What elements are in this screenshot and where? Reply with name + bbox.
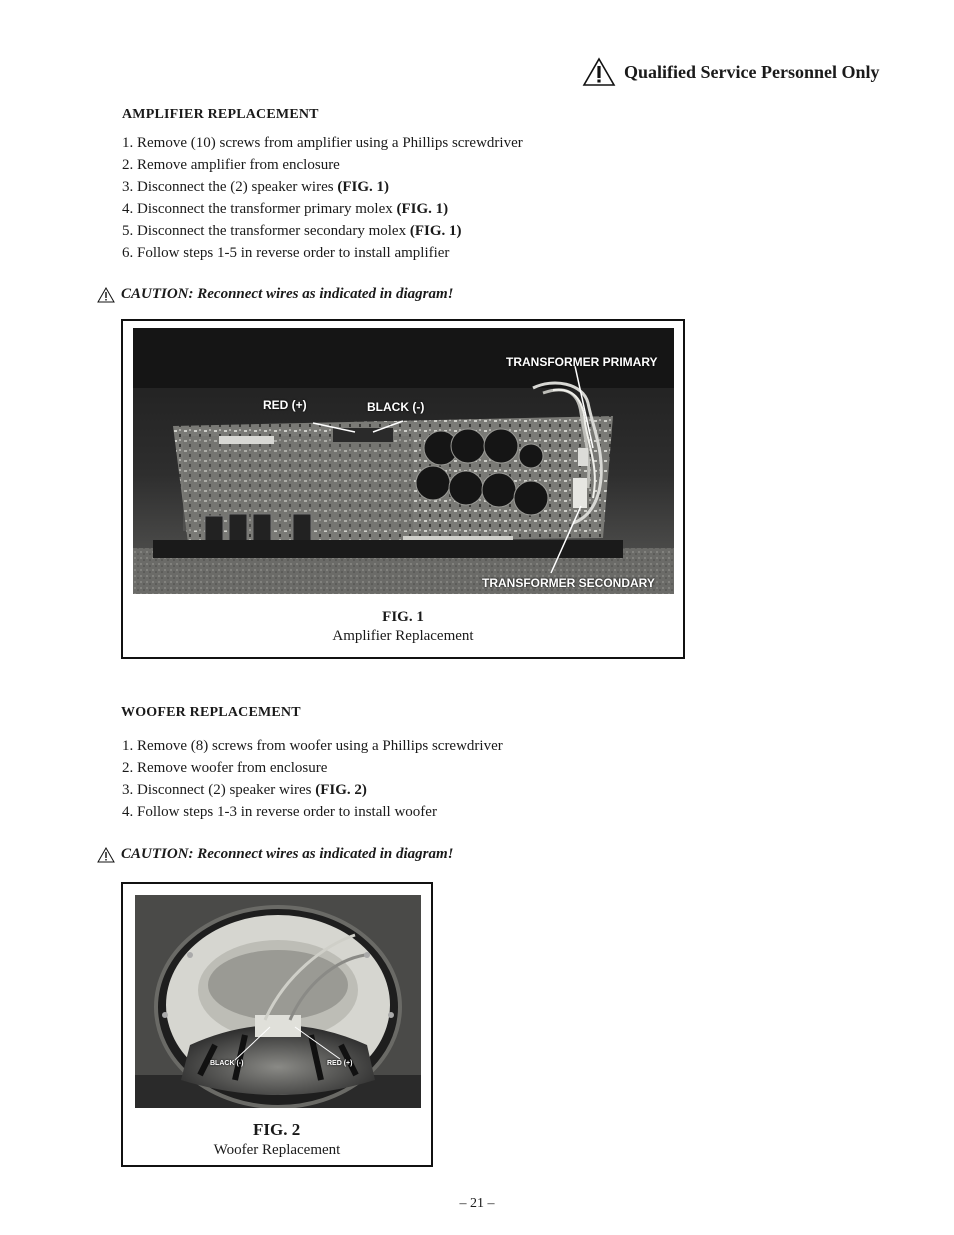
figure-2-caption: Woofer Replacement (213, 1142, 341, 1158)
amplifier-steps (122, 132, 523, 264)
amplifier-step: 6. Follow steps 1-5 in reverse order to install amplifier (122, 245, 450, 261)
amplifier-step: 1. Remove (10) screws from amplifier using a Phillips screwdriver (122, 135, 523, 151)
label-transformer-secondary: TRANSFORMER SECONDARY (482, 576, 655, 590)
figure-2 (121, 882, 433, 1167)
woofer-illustration (135, 895, 421, 1108)
amplifier-step: 2. Remove amplifier from enclosure (122, 157, 340, 173)
woofer-step: 2. Remove woofer from enclosure (122, 760, 328, 776)
woofer-step: 1. Remove (8) screws from woofer using a Phillips screwdriver (122, 738, 503, 754)
amplifier-step: 3. Disconnect the (2) speaker wires (FIG. 1) (122, 179, 390, 195)
warning-icon (582, 57, 616, 87)
amplifier-step: 4. Disconnect the transformer primary molex (FIG. 1) (122, 201, 449, 217)
label-black-wire: BLACK (-) (367, 400, 425, 414)
woofer-section-title: WOOFER REPLACEMENT (121, 705, 301, 720)
page-number: – 21 – (459, 1196, 495, 1211)
woofer-step: 3. Disconnect (2) speaker wires (FIG. 2) (122, 782, 367, 798)
caution-text: CAUTION: Reconnect wires as indicated in diagram! (121, 286, 454, 302)
woofer-steps (122, 735, 503, 823)
amplifier-caution (97, 286, 454, 303)
caution-text: CAUTION: Reconnect wires as indicated in diagram! (121, 846, 454, 862)
caution-icon (97, 287, 115, 303)
header-title: Qualified Service Personnel Only (624, 61, 880, 82)
woofer-step: 4. Follow steps 1-3 in reverse order to install woofer (122, 804, 437, 820)
woofer-photo (135, 895, 421, 1108)
woofer-caution (97, 846, 454, 863)
amplifier-step: 5. Disconnect the transformer secondary molex (FIG. 1) (122, 223, 462, 239)
caution-icon (97, 847, 115, 863)
page-header (582, 56, 879, 88)
label-woofer-black-wire: BLACK (-) (210, 1060, 244, 1067)
figure-2-title: FIG. 2 (253, 1120, 301, 1139)
label-woofer-red-wire: RED (+) (327, 1060, 353, 1067)
amplifier-section-title: AMPLIFIER REPLACEMENT (122, 107, 319, 122)
figure-1-title: FIG. 1 (382, 609, 424, 625)
label-transformer-primary: TRANSFORMER PRIMARY (506, 355, 658, 369)
figure-1-caption: Amplifier Replacement (332, 628, 474, 644)
amplifier-photo (133, 328, 674, 594)
figure-1 (121, 319, 685, 659)
label-red-wire: RED (+) (263, 398, 307, 412)
